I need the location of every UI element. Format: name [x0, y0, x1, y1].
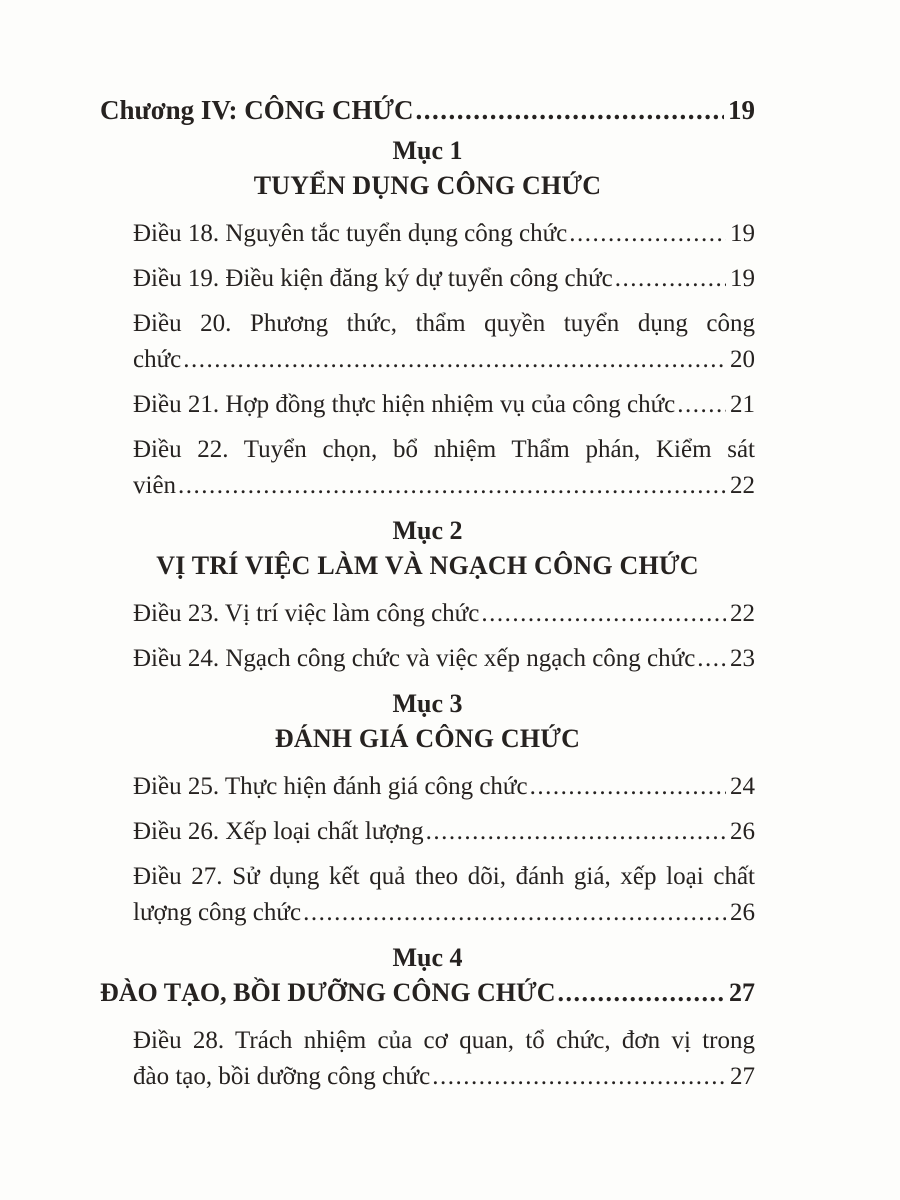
entry-text: Điều 26. Xếp loại chất lượng — [133, 818, 424, 845]
entry-text: Điều 18. Nguyên tắc tuyển dụng công chức — [133, 220, 568, 247]
dot-leader — [481, 596, 726, 632]
section-2-heading — [100, 513, 755, 583]
section-kicker: Mục 4 — [392, 943, 463, 972]
entry-line-2 — [133, 468, 755, 504]
entry-text: Điều 24. Ngạch công chức và việc xếp ngạch công chức — [133, 645, 696, 672]
toc-entry-dieu-22 — [133, 432, 755, 504]
entry-page-number: 26 — [730, 899, 755, 926]
section-title: VỊ TRÍ VIỆC LÀM VÀ NGẠCH CÔNG CHỨC — [156, 551, 699, 580]
entry-page-number: 22 — [730, 472, 755, 499]
entry-text-line-2: đào tạo, bồi dưỡng công chức — [133, 1063, 431, 1090]
chapter-title: Chương IV: CÔNG CHỨC — [100, 95, 414, 125]
dot-leader — [558, 975, 726, 1010]
entry-text-line-2: chức — [133, 346, 182, 373]
entry-page-number: 20 — [730, 346, 755, 373]
section-1-heading — [100, 133, 755, 203]
dot-leader — [415, 92, 724, 128]
entry-text-line-1: Điều 20. Phương thức, thẩm quyền tuyển dụng công — [133, 310, 755, 337]
section-kicker: Mục 3 — [392, 689, 463, 718]
dot-leader — [178, 468, 726, 504]
dot-leader — [569, 216, 726, 252]
entry-page-number: 19 — [730, 265, 755, 292]
entry-text-line-1: Điều 22. Tuyển chọn, bổ nhiệm Thẩm phán, Kiểm sát — [133, 436, 755, 463]
entry-text-line-2: viên — [133, 472, 177, 499]
dot-leader — [426, 814, 726, 850]
entry-page-number: 21 — [730, 391, 755, 418]
dot-leader — [183, 342, 726, 378]
section-page-number: 27 — [729, 978, 755, 1007]
entry-text: Điều 19. Điều kiện đăng ký dự tuyển công chức — [133, 265, 613, 292]
toc-entry-dieu-19 — [133, 261, 755, 297]
section-title: TUYỂN DỤNG CÔNG CHỨC — [253, 171, 602, 200]
dot-leader — [530, 769, 726, 805]
toc-entry-dieu-25 — [133, 769, 755, 805]
toc-entry-dieu-28 — [133, 1023, 755, 1095]
dot-leader — [677, 387, 726, 423]
entry-page-number: 26 — [730, 818, 755, 845]
entry-line-2 — [133, 895, 755, 931]
entry-text: Điều 25. Thực hiện đánh giá công chức — [133, 773, 528, 800]
chapter-page-number: 19 — [728, 95, 755, 125]
entry-page-number: 19 — [730, 220, 755, 247]
chapter-heading-row — [100, 92, 755, 128]
entry-page-number: 22 — [730, 600, 755, 627]
dot-leader — [697, 641, 726, 677]
entry-text: Điều 21. Hợp đồng thực hiện nhiệm vụ của công chức — [133, 391, 676, 418]
entry-text-line-1: Điều 28. Trách nhiệm của cơ quan, tổ chức, đơn vị trong — [133, 1027, 755, 1054]
section-title: ĐÀO TẠO, BỒI DƯỠNG CÔNG CHỨC — [100, 978, 556, 1007]
section-3-heading — [100, 686, 755, 756]
section-title: ĐÁNH GIÁ CÔNG CHỨC — [274, 724, 581, 753]
section-kicker: Mục 2 — [392, 516, 463, 545]
toc-entry-dieu-27 — [133, 859, 755, 931]
section-title-row — [100, 975, 755, 1010]
dot-leader — [432, 1059, 726, 1095]
entry-page-number: 27 — [730, 1063, 755, 1090]
toc-entry-dieu-21 — [133, 387, 755, 423]
toc-entry-dieu-24 — [133, 641, 755, 677]
toc-entry-dieu-26 — [133, 814, 755, 850]
toc-entry-dieu-23 — [133, 596, 755, 632]
toc-entry-dieu-18 — [133, 216, 755, 252]
entry-text-line-2: lượng công chức — [133, 899, 302, 926]
entry-text: Điều 23. Vị trí việc làm công chức — [133, 600, 480, 627]
entry-page-number: 23 — [730, 645, 755, 672]
entry-page-number: 24 — [730, 773, 755, 800]
toc-entry-dieu-20 — [133, 306, 755, 378]
dot-leader — [303, 895, 726, 931]
entry-text-line-1: Điều 27. Sử dụng kết quả theo dõi, đánh giá, xếp loại chất — [133, 863, 755, 890]
section-kicker: Mục 1 — [392, 136, 463, 165]
entry-line-2 — [133, 1059, 755, 1095]
entry-line-2 — [133, 342, 755, 378]
section-4-heading — [100, 940, 755, 1010]
dot-leader — [615, 261, 726, 297]
